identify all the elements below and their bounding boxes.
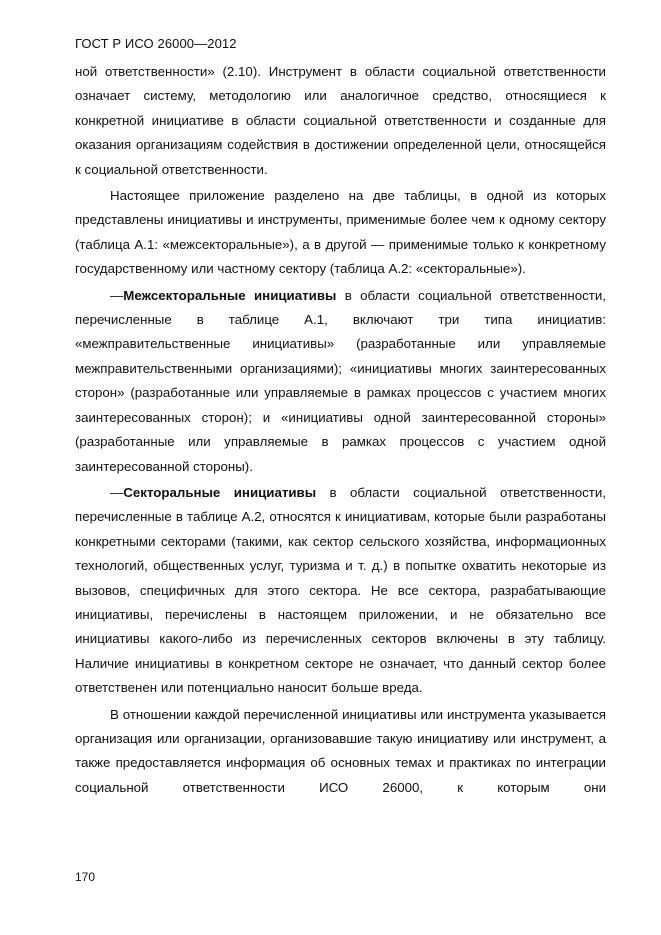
body-text: [75, 60, 606, 802]
paragraph-tables-overview: Настоящее приложение разделено на две таблицы, в одной из которых представлены инициативы и инструменты, применимые более чем к одному сектору (таблица А.1: «межсекторальные»), а в другой — применимые только к конкретному государственному или частному сектору (таблица А.2: «секторальные»).: [75, 188, 606, 277]
paragraph-cross-sector-text: в области социальной ответственности, перечисленные в таблице А.1, включают три типа инициатив: «межправительственные инициативы» (разработанные или управляемые межправительственными организациями); «инициативы многих заинтересованных сторон» (разработанные или управляемые в рамках процессов с участием многих заинтересованных сторон); и «инициативы одной заинтересованной стороны» (разработанные или управляемые в рамках процессов с участием одной заинтересованной стороны).: [75, 287, 606, 474]
page-number: 170: [75, 870, 96, 884]
paragraph-cross-sector: [75, 284, 606, 479]
document-header: ГОСТ Р ИСО 26000—2012: [75, 36, 237, 51]
term-sector: Секторальные инициативы: [123, 484, 317, 500]
list-dash: —: [110, 287, 124, 303]
paragraph-sector: [75, 481, 606, 701]
paragraph-continuation: ной ответственности» (2.10). Инструмент в области социальной ответственности означает систему, методологию или аналогичное средство, относящиеся к конкретной инициативе в области социальной ответственности и созданные для оказания организациям содействия в достижении определенной цели, относящейся к социальной ответственности.: [75, 64, 606, 177]
paragraph-initiative-info: В отношении каждой перечисленной инициативы или инструмента указывается организация или организации, организовавшие такую инициативу или инструмент, а также предоставляется информация об основных темах и практиках по интеграции социальной ответственности ИСО 26000, к которым они: [75, 706, 606, 795]
paragraph-sector-text: в области социальной ответственности, перечисленные в таблице А.2, относятся к инициативам, которые были разработаны конкретными секторами (такими, как сектор сельского хозяйства, информационных технологий, общественных услуг, туризма и т. д.) в попытке охватить некоторые из вызовов, специфичных для этого сектора. Не все сектора, разрабатывающие инициативы, перечислены в настоящем приложении, и не обязательно все инициативы какого-либо из перечисленных секторов включены в эту таблицу. Наличие инициативы в конкретном секторе не означает, что данный сектор более ответственен или потенциально наносит больше вреда.: [75, 484, 606, 696]
list-dash: —: [110, 484, 124, 500]
term-cross-sector: Межсекторальные инициативы: [123, 287, 337, 303]
